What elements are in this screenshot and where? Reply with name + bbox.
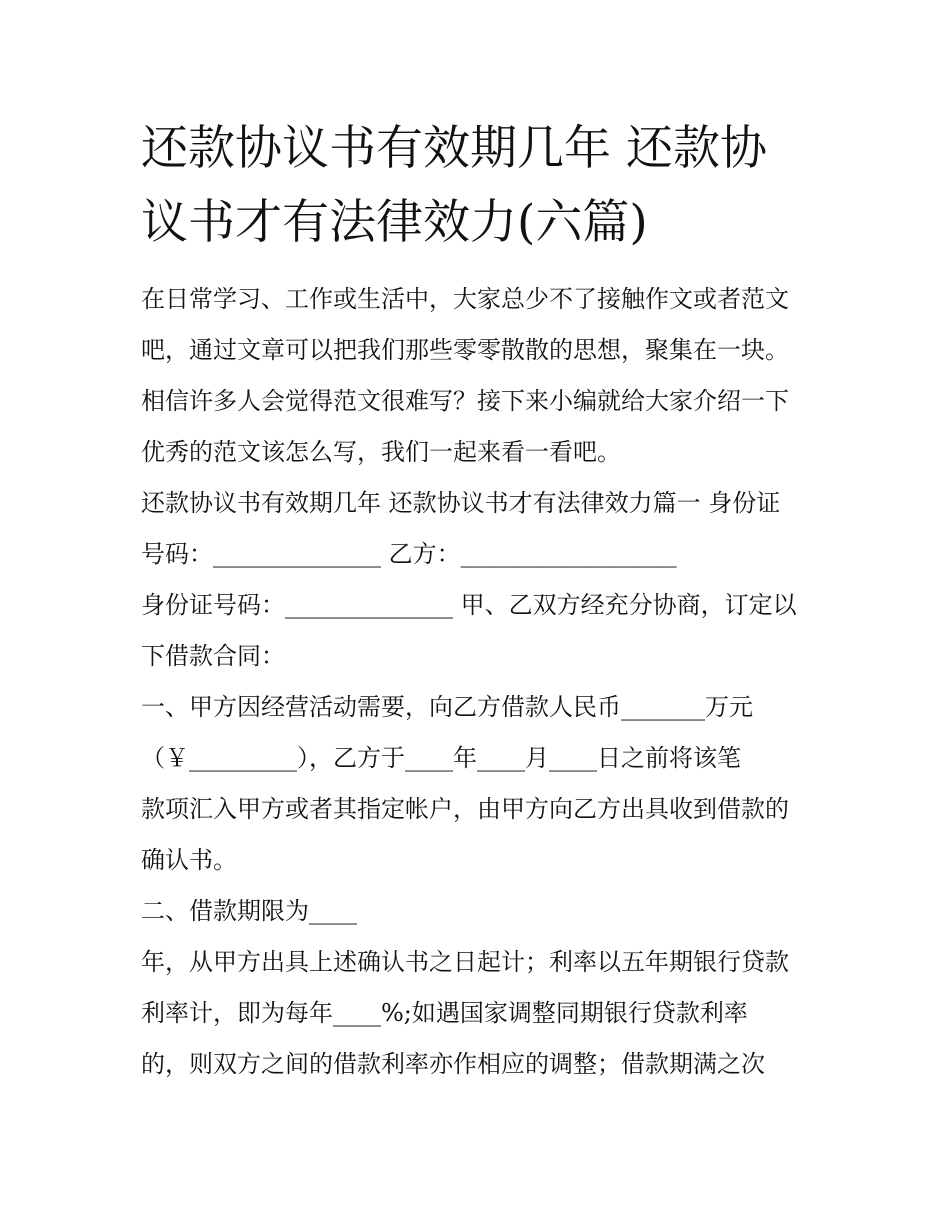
title-line-2: 议书才有法律效力(六篇) [141, 195, 648, 250]
text-line-6: 号码：______________ 乙方：__________________ [141, 540, 677, 568]
text-line-15: 利率计，即为每年____%;如遇国家调整同期银行贷款利率 [141, 999, 748, 1027]
text-line-11: 款项汇入甲方或者其指定帐户，由甲方向乙方出具收到借款的 [141, 795, 789, 823]
text-line-10: （￥_________），乙方于____年____月____日之前将该笔 [141, 744, 741, 772]
text-line-7: 身份证号码：______________ 甲、乙双方经充分协商，订定以 [141, 591, 797, 619]
text-line-5: 还款协议书有效期几年 还款协议书才有法律效力篇一 身份证 [141, 489, 781, 517]
text-line-13: 二、借款期限为____ [141, 897, 357, 925]
text-line-4: 优秀的范文该怎么写，我们一起来看一看吧。 [141, 438, 621, 466]
text-line-2: 吧，通过文章可以把我们那些零零散散的思想，聚集在一块。 [141, 336, 789, 364]
text-line-12: 确认书。 [141, 846, 237, 874]
document-body [141, 274, 821, 1090]
text-line-9: 一、甲方因经营活动需要，向乙方借款人民币_______万元 [141, 693, 753, 721]
text-line-8: 下借款合同： [141, 642, 285, 670]
text-line-3: 相信许多人会觉得范文很难写？接下来小编就给大家介绍一下 [141, 387, 789, 415]
text-line-1: 在日常学习、工作或生活中，大家总少不了接触作文或者范文 [141, 285, 789, 313]
text-line-16: 的，则双方之间的借款利率亦作相应的调整；借款期满之次 [141, 1050, 765, 1078]
document-page [141, 112, 821, 1090]
document-title [141, 112, 821, 260]
title-line-1: 还款协议书有效期几年 还款协 [141, 121, 767, 176]
text-line-14: 年，从甲方出具上述确认书之日起计；利率以五年期银行贷款 [141, 948, 789, 976]
